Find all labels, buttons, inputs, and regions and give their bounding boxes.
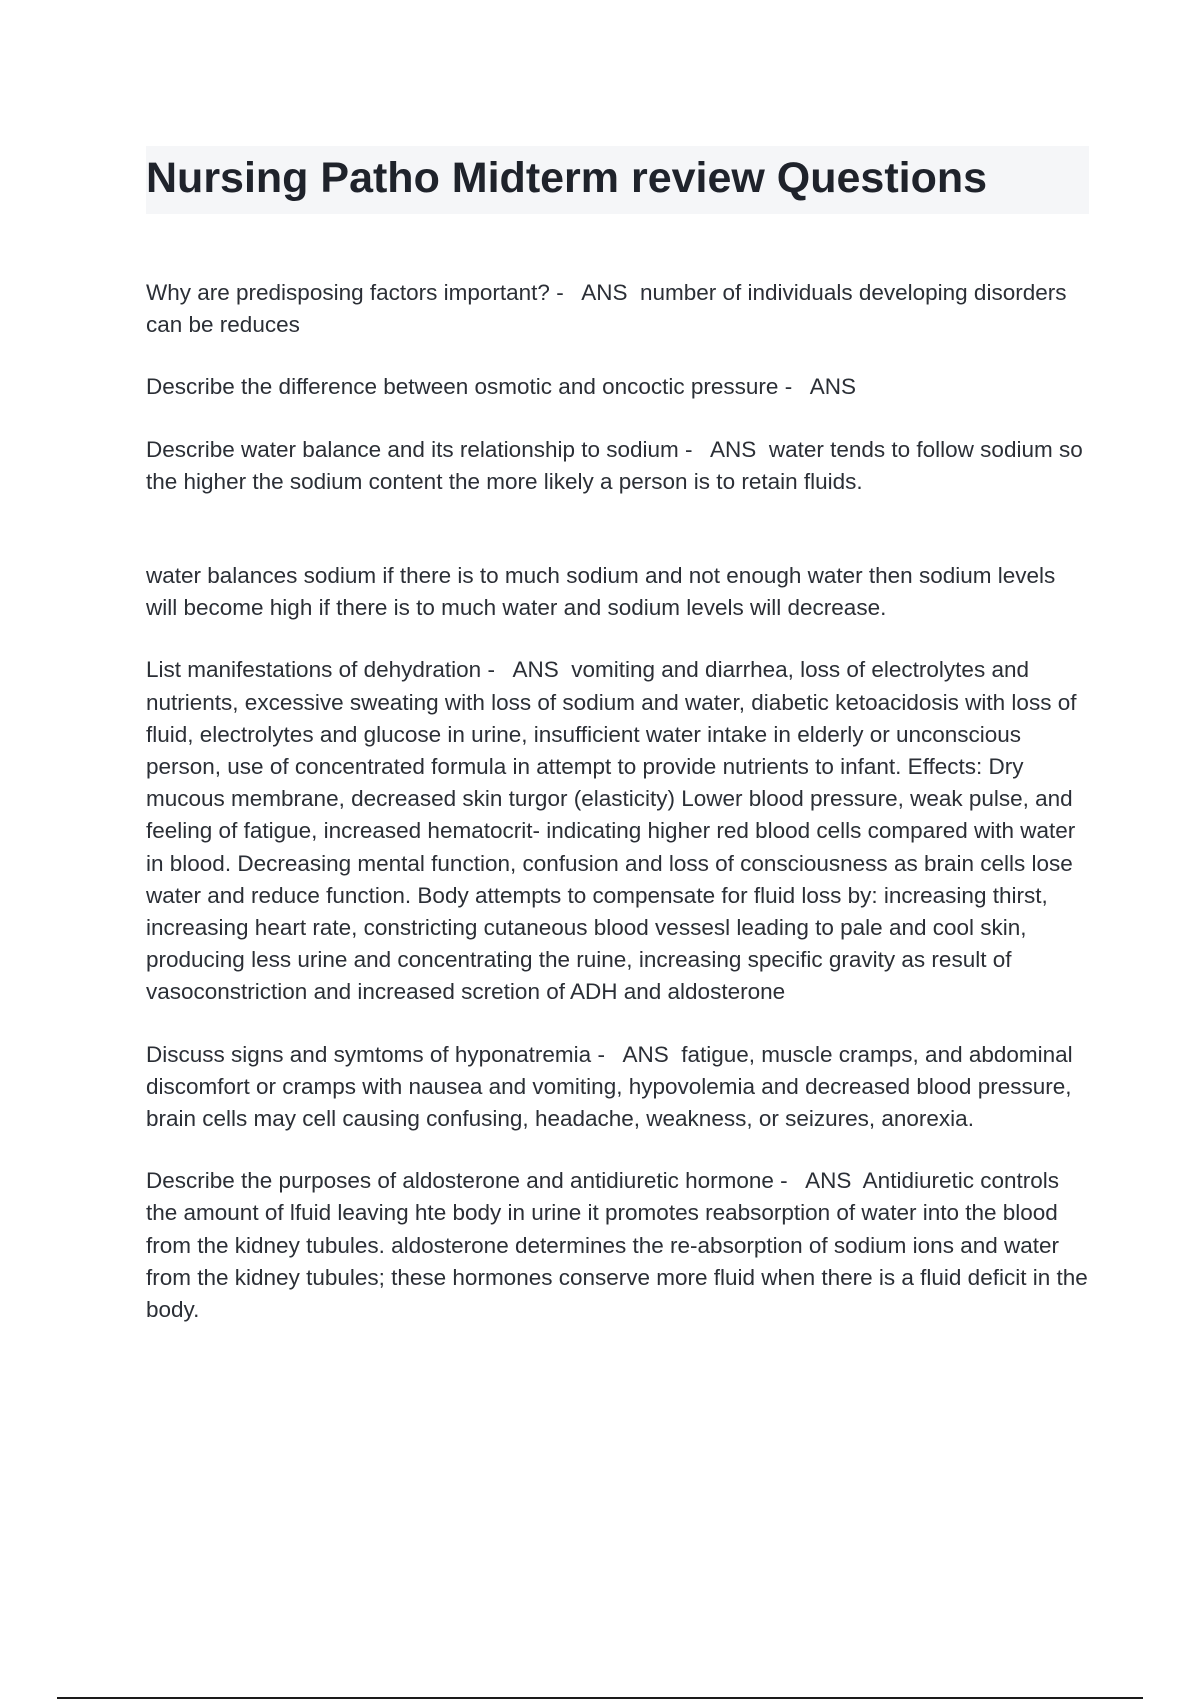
answer-text: water tends to follow sodium so the higher the sodium content the more likely a person is to retain fluids. bbox=[146, 436, 1083, 494]
question-text: Describe the purposes of aldosterone and antidiuretic hormone bbox=[146, 1168, 774, 1194]
answer-separator: - ANS bbox=[481, 657, 572, 683]
answer-text: Antidiuretic controls the amount of lfuid leaving hte body in urine it promotes reabsorption of water into the blood from the kidney tubules. aldosterone determines the re-absorption of sodium ions and water from the kidney tubules; these hormones conserve more fluid when there is a fluid deficit in the body. bbox=[146, 1168, 1088, 1323]
qa-item bbox=[146, 1165, 1091, 1326]
answer-text: fatigue, muscle cramps, and abdominal discomfort or cramps with nausea and vomiting, hypovolemia and decreased blood pressure, brain cells may cell causing confusing, headache, weakness, or seizures, anorexia. bbox=[146, 1041, 1073, 1132]
answer-continuation: water balances sodium if there is to much sodium and not enough water then sodium levels will become high if there is to much water and sodium levels will decrease. bbox=[146, 563, 1056, 621]
answer-separator: - ANS bbox=[773, 1168, 863, 1194]
footer-divider bbox=[57, 1697, 1143, 1699]
question-text: Describe the difference between osmotic and oncoctic pressure bbox=[146, 374, 779, 400]
answer-text: number of individuals developing disorders can be reduces bbox=[146, 280, 1067, 338]
question-text: Describe water balance and its relationship to sodium bbox=[146, 436, 679, 462]
qa-item bbox=[146, 654, 1091, 1008]
answer-separator: - ANS bbox=[778, 374, 869, 400]
answer-separator: - ANS bbox=[549, 280, 640, 305]
qa-item bbox=[146, 277, 1091, 341]
document-body bbox=[146, 277, 1091, 1356]
answer-text: vomiting and diarrhea, loss of electrolytes and nutrients, excessive sweating with loss of sodium and water, diabetic ketoacidosis with loss of fluid, electrolytes and glucose in urine, insufficient water intake in elderly or unconscious person, use of concentrated formula in attempt to provide nutrients to infant. Effects: Dry mucous membrane, decreased skin turgor (elasticity) Lower blood pressure, weak pulse, and feeling of fatigue, increased hematocrit- indicating higher red blood cells compared with water in blood. Decreasing mental function, confusion and loss of consciousness as brain cells lose water and reduce function. Body attempts to compensate for fluid loss by: increasing thirst, increasing heart rate, constricting cutaneous blood vessesl leading to pale and cool skin, producing less urine and concentrating the ruine, increasing specific gravity as result of vasoconstriction and increased scretion of ADH and aldosterone bbox=[146, 657, 1077, 1005]
page-title: Nursing Patho Midterm review Questions bbox=[146, 154, 988, 202]
question-text: List manifestations of dehydration bbox=[146, 657, 482, 683]
qa-item bbox=[146, 434, 1091, 498]
title-banner bbox=[146, 146, 1089, 214]
qa-item bbox=[146, 1039, 1091, 1136]
answer-separator: - ANS bbox=[591, 1041, 682, 1067]
qa-item bbox=[146, 371, 1091, 403]
answer-separator: - ANS bbox=[678, 436, 769, 462]
question-text: Discuss signs and symtoms of hyponatremia bbox=[146, 1041, 592, 1067]
question-text: Why are predisposing factors important? bbox=[146, 280, 550, 305]
